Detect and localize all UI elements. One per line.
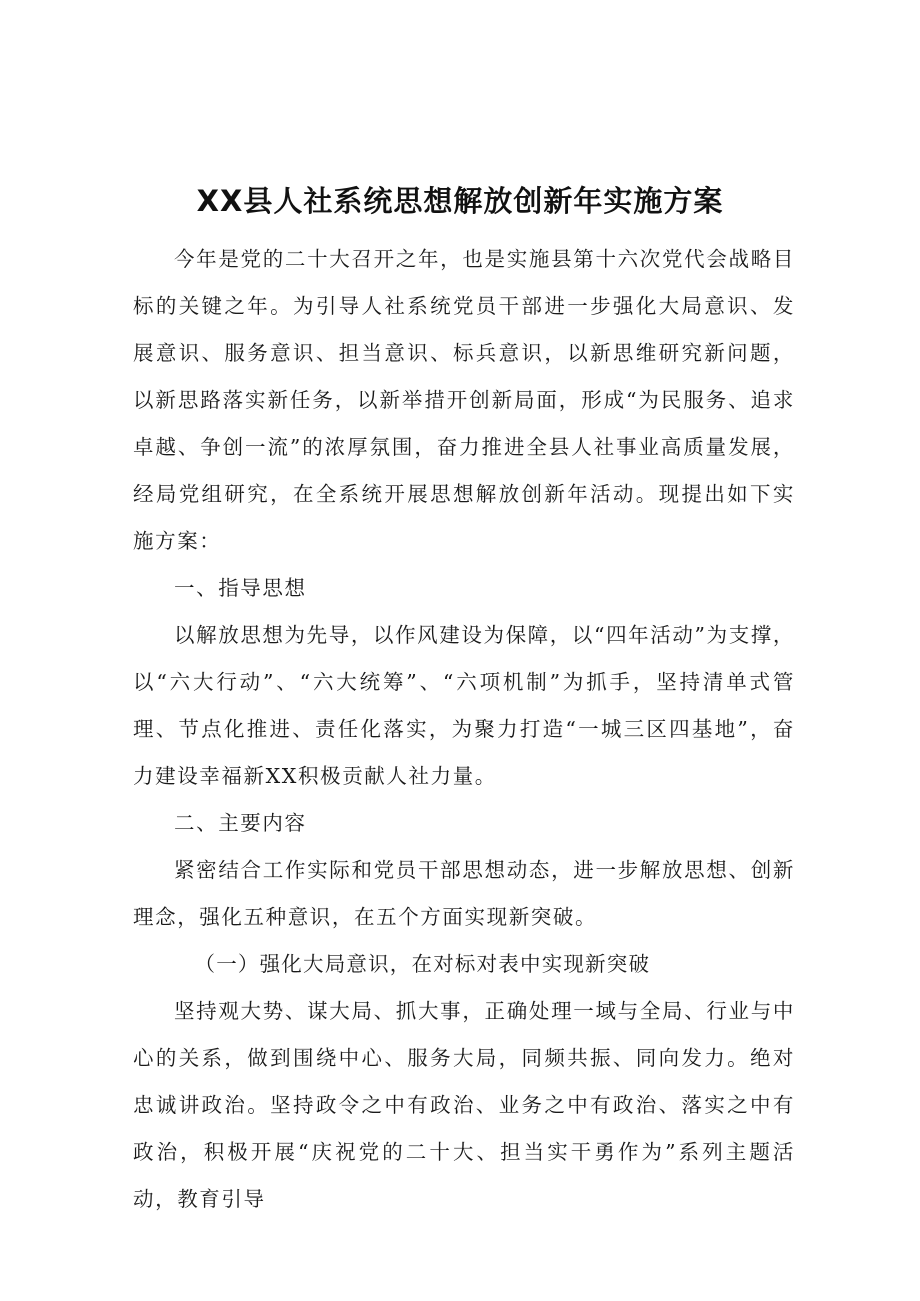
section-heading-main-content: 二、主要内容 — [174, 811, 307, 835]
section-heading-guiding-ideology: 一、指导思想 — [174, 576, 307, 600]
overall-awareness-paragraph: 坚持观大势、谋大局、抓大事，正确处理一域与全局、行业与中心的关系，做到围绕中心、服务大局，同频共振、同向发力。绝对忠诚讲政治。坚持政令之中有政治、业务之中有政治、落实之中有政治，积极开展“庆祝党的二十大、担当实干勇作为”系列主题活动，教育引导 — [133, 999, 795, 1211]
document-title: XX县人社系统思想解放创新年实施方案 — [196, 184, 724, 218]
subsection-heading-overall-awareness: （一）强化大局意识，在对标对表中实现新突破 — [194, 952, 651, 976]
document-body — [133, 236, 795, 1223]
main-content-paragraph: 紧密结合工作实际和党员干部思想动态，进一步解放思想、创新理念，强化五种意识，在五个方面实现新突破。 — [133, 858, 795, 929]
guiding-ideology-paragraph: 以解放思想为先导，以作风建设为保障，以“四年活动”为支撑，以“六大行动”、“六大统筹”、“六项机制”为抓手，坚持清单式管理、节点化推进、责任化落实，为聚力打造“一城三区四基地”，奋力建设幸福新XX积极贡献人社力量。 — [133, 623, 795, 788]
intro-paragraph: 今年是党的二十大召开之年，也是实施县第十六次党代会战略目标的关键之年。为引导人社系统党员干部进一步强化大局意识、发展意识、服务意识、担当意识、标兵意识，以新思维研究新问题，以新思路落实新任务，以新举措开创新局面，形成“为民服务、追求卓越、争创一流”的浓厚氛围，奋力推进全县人社事业高质量发展，经局党组研究，在全系统开展思想解放创新年活动。现提出如下实施方案： — [133, 247, 795, 553]
